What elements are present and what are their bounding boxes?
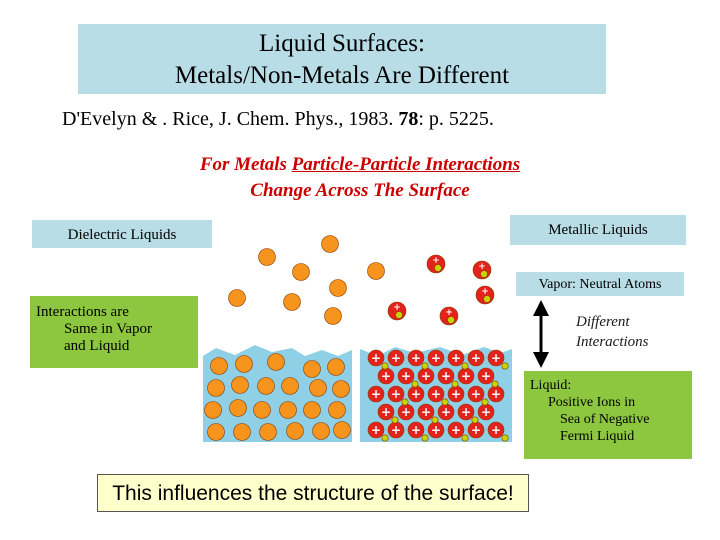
atom-icon [293, 264, 310, 281]
plus-sign-icon: + [440, 405, 452, 419]
atom-icon [258, 378, 275, 395]
atom-icon [254, 402, 271, 419]
title-line-1: Liquid Surfaces: [259, 30, 425, 57]
atom-icon [368, 263, 385, 280]
citation-volume: 78 [398, 108, 419, 130]
plus-sign-icon: + [370, 387, 382, 401]
atom-icon [234, 424, 251, 441]
subtitle-line-2: Change Across The Surface [250, 180, 470, 201]
citation-pages: : p. 5225. [418, 108, 494, 130]
plus-sign-icon: + [430, 351, 442, 365]
plus-sign-icon: + [470, 387, 482, 401]
atom-icon [330, 280, 347, 297]
plus-sign-icon: + [450, 423, 462, 437]
electron-icon [392, 417, 398, 423]
atom-icon [259, 249, 276, 266]
plus-sign-icon: + [390, 351, 402, 365]
electron-icon [462, 363, 468, 369]
plus-sign-icon: + [480, 369, 492, 383]
positive-ion-icon: + [481, 287, 489, 297]
liquid-line-2: Positive Ions in [548, 395, 636, 410]
atom-icon [322, 236, 339, 253]
electron-icon [432, 417, 438, 423]
atom-icon [205, 402, 222, 419]
citation-authors: D'Evelyn & . Rice, J. Chem. Phys., 1983. [62, 108, 399, 130]
plus-sign-icon: + [470, 423, 482, 437]
subtitle-underlined: Particle-Particle Interactions [291, 154, 521, 175]
atom-icon [211, 358, 228, 375]
atom-icon [304, 361, 321, 378]
plus-sign-icon: + [480, 405, 492, 419]
plus-sign-icon: + [390, 423, 402, 437]
subtitle-prefix: For Metals [199, 154, 292, 175]
double-headed-arrow-icon [533, 300, 549, 368]
plus-sign-icon: + [370, 351, 382, 365]
liquid-line-3: Sea of Negative [560, 412, 650, 427]
atom-icon [282, 378, 299, 395]
interactions-note [30, 296, 198, 368]
electron-icon [502, 435, 508, 441]
plus-sign-icon: + [410, 351, 422, 365]
plus-sign-icon: + [370, 423, 382, 437]
conclusion-box: This influences the structure of the surface! [97, 474, 529, 512]
electron-icon [382, 363, 388, 369]
atom-icon [280, 402, 297, 419]
liquid-line-1: Liquid: [530, 378, 572, 393]
electron-icon [422, 363, 428, 369]
atom-icon [325, 308, 342, 325]
plus-sign-icon: + [450, 351, 462, 365]
liquid-note [524, 371, 692, 459]
plus-sign-icon: + [420, 369, 432, 383]
plus-sign-icon: + [490, 387, 502, 401]
electron-icon [422, 435, 428, 441]
plus-sign-icon: + [450, 387, 462, 401]
dielectric-label: Dielectric Liquids [32, 220, 212, 248]
plus-sign-icon: + [490, 351, 502, 365]
title-line-2: Metals/Non-Metals Are Different [174, 62, 510, 89]
positive-ion-icon: + [478, 262, 486, 272]
atom-icon [333, 381, 350, 398]
plus-sign-icon: + [380, 405, 392, 419]
atom-icon [229, 290, 246, 307]
plus-sign-icon: + [410, 423, 422, 437]
interactions-line-1: Interactions are [36, 304, 129, 320]
positive-ion-icon: + [432, 256, 440, 266]
atom-icon [208, 424, 225, 441]
atom-icon [232, 377, 249, 394]
atom-icon [334, 422, 351, 439]
electron-icon [462, 435, 468, 441]
plus-sign-icon: + [400, 405, 412, 419]
metallic-label: Metallic Liquids [510, 215, 686, 245]
electron-icon [412, 381, 418, 387]
atom-icon [230, 400, 247, 417]
electron-icon [482, 399, 488, 405]
liquid-line-4: Fermi Liquid [560, 429, 635, 444]
plus-sign-icon: + [430, 423, 442, 437]
plus-sign-icon: + [390, 387, 402, 401]
atom-icon [260, 424, 277, 441]
electron-icon [452, 381, 458, 387]
plus-sign-icon: + [490, 423, 502, 437]
plus-sign-icon: + [470, 351, 482, 365]
electron-icon [442, 399, 448, 405]
different-line-1: Different [576, 314, 630, 330]
atom-icon [287, 423, 304, 440]
interactions-line-3: and Liquid [64, 338, 130, 354]
electron-icon [472, 417, 478, 423]
atom-icon [328, 359, 345, 376]
different-interactions-label [576, 312, 649, 352]
electron-icon [402, 399, 408, 405]
plus-sign-icon: + [380, 369, 392, 383]
vapor-label: Vapor: Neutral Atoms [516, 272, 684, 296]
atom-icon [329, 402, 346, 419]
positive-ion-icon: + [445, 308, 453, 318]
atom-icon [304, 402, 321, 419]
atom-icon [313, 423, 330, 440]
interactions-line-2: Same in Vapor [64, 321, 153, 337]
different-line-2: Interactions [576, 334, 649, 350]
plus-sign-icon: + [460, 405, 472, 419]
electron-icon [492, 381, 498, 387]
plus-sign-icon: + [440, 369, 452, 383]
atom-icon [284, 294, 301, 311]
plus-sign-icon: + [460, 369, 472, 383]
electron-icon [502, 363, 508, 369]
plus-sign-icon: + [410, 387, 422, 401]
atom-icon [208, 380, 225, 397]
plus-sign-icon: + [430, 387, 442, 401]
atom-icon [236, 356, 253, 373]
atom-icon [268, 354, 285, 371]
plus-sign-icon: + [420, 405, 432, 419]
plus-sign-icon: + [400, 369, 412, 383]
atom-icon [310, 380, 327, 397]
electron-icon [382, 435, 388, 441]
positive-ion-icon: + [393, 303, 401, 313]
